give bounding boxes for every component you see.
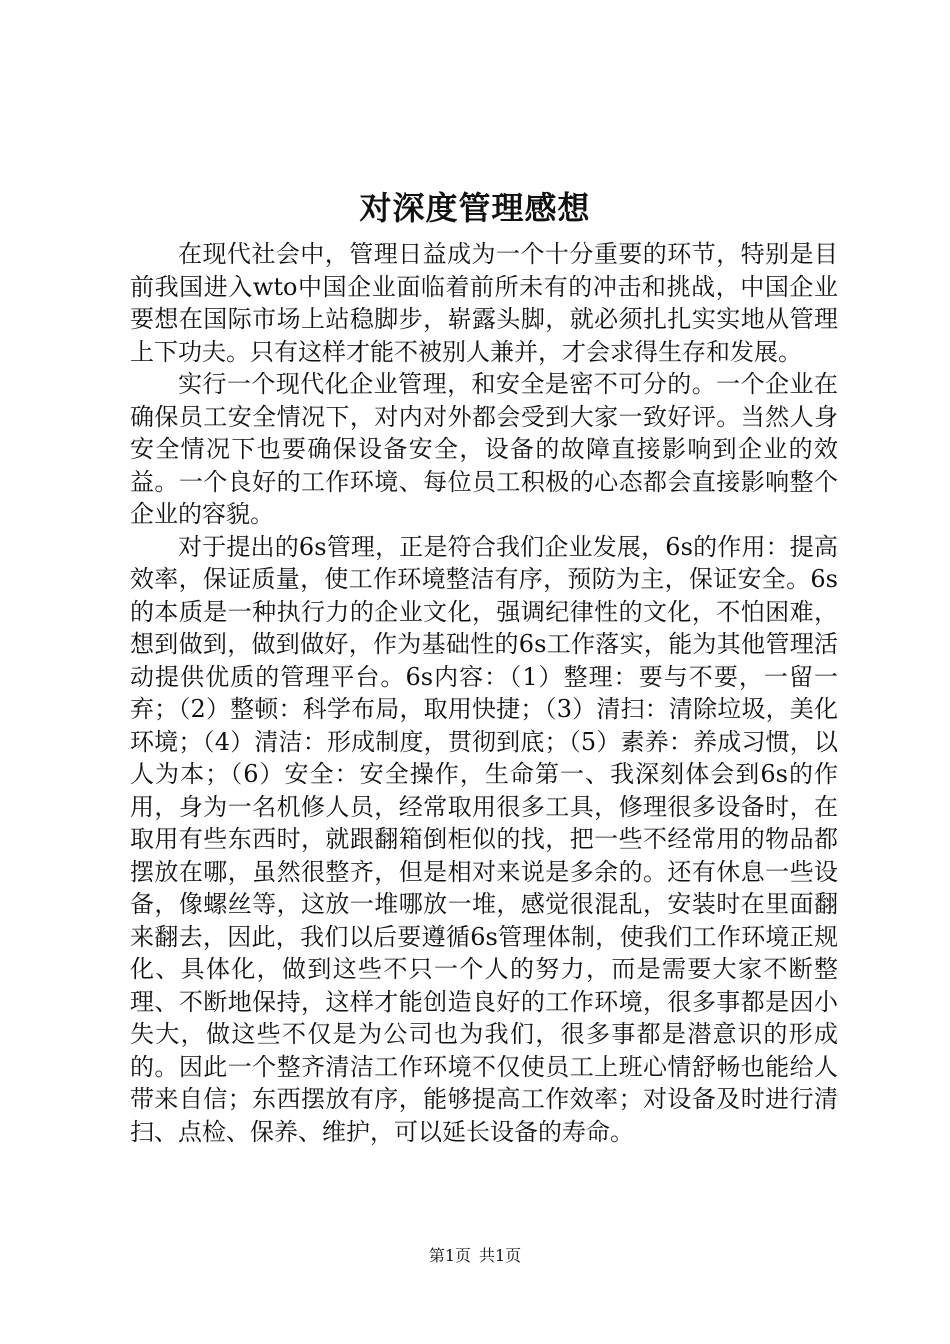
paragraph-2: 实行一个现代化企业管理，和安全是密不可分的。一个企业在确保员工安全情况下，对内对外都会受到大家一致好评。当然人身安全情况下也要确保设备安全，设备的故障直接影响到企业的效益。一个良好的工作环境、每位员工积极的心态都会直接影响整个企业的容貌。 [130,370,838,528]
page-total: 共1页 [479,1246,522,1265]
paragraph-3: 对于提出的6s管理，正是符合我们企业发展，6s的作用：提高效率，保证质量，使工作环境整洁有序，预防为主，保证安全。6s的本质是一种执行力的企业文化，强调纪律性的文化，不怕困难，想到做到，做到做好，作为基础性的6s工作落实，能为其他管理活动提供优质的管理平台。6s内容：（1）整理：要与不要，一留一弃；（2）整顿：科学布局，取用快捷；（3）清扫：清除垃圾，美化环境；（4）清洁：形成制度，贯彻到底；（5）素养：养成习惯，以人为本；（6）安全：安全操作，生命第一、我深刻体会到6s的作用，身为一名机修人员，经常取用很多工具，修理很多设备时，在取用有些东西时，就跟翻箱倒柜似的找，把一些不经常用的物品都摆放在哪，虽然很整齐，但是相对来说是多余的。还有休息一些设备，像螺丝等，这放一堆哪放一堆，感觉很混乱，安装时在里面翻来翻去，因此，我们以后要遵循6s管理体制，使我们工作环境正规化、具体化，做到这些不只一个人的努力，而是需要大家不断整理、不断地保持，这样才能创造良好的工作环境，很多事都是因小失大，做这些不仅是为公司也为我们，很多事都是潜意识的形成的。因此一个整齐清洁工作环境不仅使员工上班心情舒畅也能给人带来自信；东西摆放有序，能够提高工作效率；对设备及时进行清扫、点检、保养、维护，可以延长设备的寿命。 [130,532,838,1146]
page-footer [0,1244,950,1268]
page-number: 第1页 [428,1246,471,1265]
document-title: 对深度管理感想 [359,189,591,227]
paragraph-1: 在现代社会中，管理日益成为一个十分重要的环节，特别是目前我国进入wto中国企业面临着前所未有的冲击和挑战，中国企业要想在国际市场上站稳脚步，崭露头脚，就必须扎扎实实地从管理上下功夫。只有这样才能不被别人兼并，才会求得生存和发展。 [130,240,838,366]
document-body [130,238,838,1148]
